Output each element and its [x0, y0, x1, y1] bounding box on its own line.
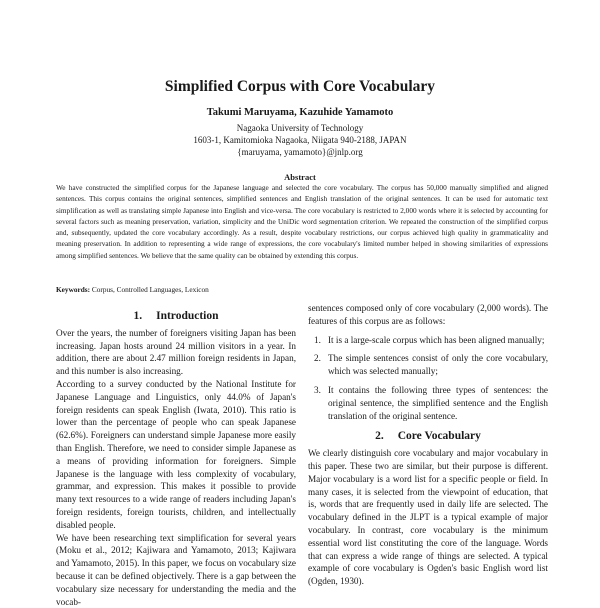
paragraph: sentences composed only of core vocabulary (2,000 words). The features of this corpus are as follows:: [308, 303, 548, 326]
section-heading-core-vocabulary: [308, 430, 548, 443]
list-number: 3.: [314, 384, 321, 395]
list-item: [308, 352, 548, 378]
keywords: [56, 285, 209, 294]
right-column: [308, 302, 548, 588]
list-item: [308, 334, 548, 347]
section-title: Core Vocabulary: [397, 430, 481, 443]
list-text: The simple sentences consist of only the core vocabulary, which was selected manually;: [328, 353, 548, 377]
abstract-heading: Abstract: [284, 172, 316, 182]
section-heading-introduction: [56, 310, 296, 323]
list-text: It is a large-scale corpus which has been aligned manually;: [328, 334, 545, 345]
paper-authors: Takumi Maruyama, Kazuhide Yamamoto: [206, 107, 394, 118]
paragraph: We clearly distinguish core vocabulary and major vocabulary in this paper. These two are similar, but their purpose is different. Major vocabulary is a word list for a specific people or field. In many cases, it is selected from the viewpoint of education, that is, words that are frequently used in daily life are selected. The vocabulary defined in the JLPT is a typical example of major vocabulary. In contrast, core vocabulary is the minimum essential word list constituting the core of the language. Words that can express a wide range of things are selected. A typical example of core vocabulary is Ogden's basic English word list (Ogden, 1930).: [308, 448, 548, 587]
left-column: [56, 310, 296, 608]
address: 1603-1, Kamitomioka Nagaoka, Niigata 940-2188, JAPAN: [193, 135, 407, 145]
abstract-body: We have constructed the simplified corpus for the Japanese language and selected the core vocabulary. The corpus has 50,000 manually simplified and aligned sentences. This corpus contains the original sentences, simplified sentences and English translation of the original sentences. It can be used for automatic text simplification as well as translating simple Japanese into English and vice-versa. The core vocabulary is restricted to 2,000 words where it is selected by accounting for several factors such as meaning preservation, variation, simplicity and the UniDic word segmentation criterion. We repeated the construction of the simplified corpus and, subsequently, updated the core vocabulary accordingly. As a result, despite vocabulary restrictions, our corpus achieved high quality in grammaticality and meaning preservation. In addition to representing a wide range of expressions, the core vocabulary's limited number helped in showing similarities of expressions among simplified sentences. We believe that the same quality can be obtained by extending this corpus.: [56, 183, 548, 260]
email: {maruyama, yamamoto}@jnlp.org: [237, 147, 363, 157]
section-title: Introduction: [156, 310, 219, 322]
keywords-label: Keywords:: [56, 285, 91, 294]
paper-title: Simplified Corpus with Core Vocabulary: [164, 78, 436, 95]
list-number: 1.: [314, 334, 321, 345]
list-number: 2.: [314, 353, 321, 364]
section-number: 2.: [375, 430, 384, 443]
list-text: It contains the following three types of sentences: the original sentence, the simplified sentence and the English translation of the original sentence.: [328, 384, 548, 421]
list-item: [308, 384, 548, 422]
keywords-list: Corpus, Controlled Languages, Lexicon: [91, 285, 209, 294]
paragraph: Over the years, the number of foreigners visiting Japan has been increasing. Japan hosts around 24 million visitors in a year. In addition, there are about 2.47 million foreign residents in Japan, and this number is also increasing.: [56, 327, 296, 377]
paragraph: According to a survey conducted by the National Institute for Japanese Language and Linguistics, only 44.0% of Japan's foreign residents can speak English (Iwata, 2010). This ratio is lower than the percentage of people who can speak Japanese (62.6%). Foreigners can understand simple Japanese more easily than English. Therefore, we need to consider simple Japanese as a means of providing information for foreigners. Simple Japanese is the language with less complexity of vocabulary, grammar, and expression. This makes it possible to provide many text resources to a wide range of readers including Japan's foreign residents, foreign tourists, children, and intellectually disabled people.: [56, 378, 296, 530]
feature-list: [308, 334, 548, 423]
section-number: 1.: [133, 310, 143, 322]
affiliation: Nagaoka University of Technology: [236, 123, 364, 133]
paragraph: We have been researching text simplification for several years (Moku et al., 2012; Kajiwara and Yamamoto, 2013; Kajiwara and Yamamoto, 2015). In this paper, we focus on vocabulary size because it can be defined objectively. There is a gap between the vocabulary size necessary for understanding the media and the vocab-: [56, 532, 296, 607]
